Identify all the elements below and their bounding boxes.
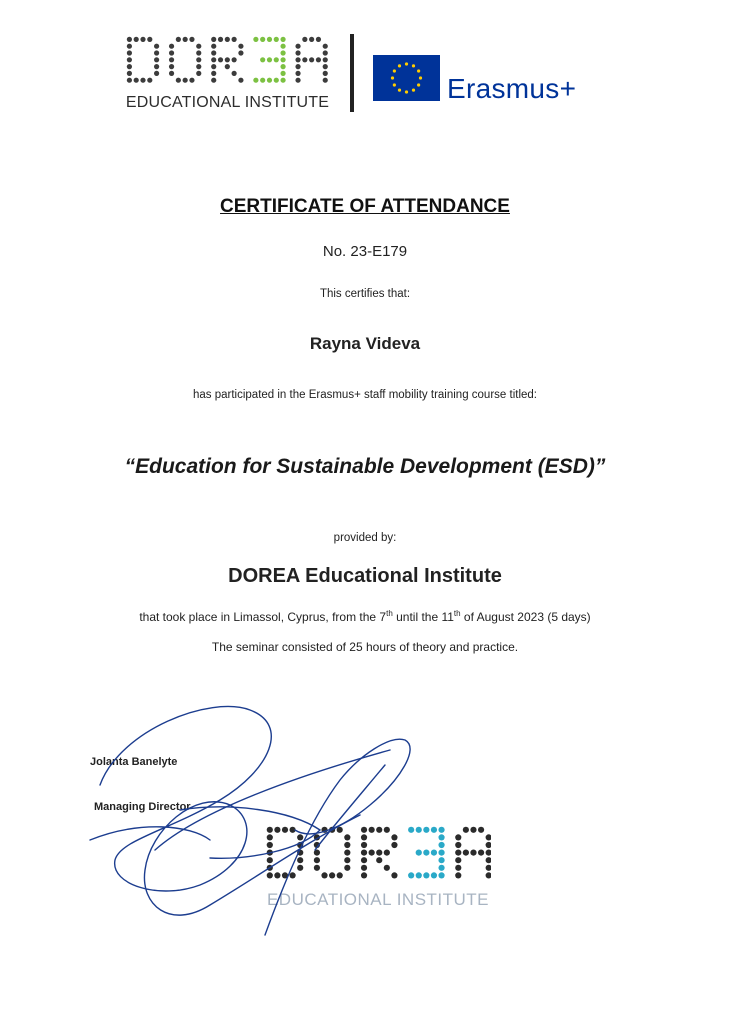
certifies-text: This certifies that: [319, 288, 411, 300]
logo-dot [323, 64, 328, 69]
logo-dot [295, 44, 300, 49]
logo-dot [323, 50, 328, 55]
logo-dot [232, 71, 237, 76]
provider-name: DOREA Educational Institute [228, 565, 502, 587]
logo-dot [169, 44, 174, 49]
logo-dot [274, 78, 279, 83]
logo-dot [127, 37, 132, 42]
course-title: “Education for Sustainable Development (ESD)” [124, 455, 606, 478]
logo-dot [260, 37, 265, 42]
logo-dot [280, 37, 285, 42]
seminar-hours: The seminar consisted of 25 hours of theory and practice. [211, 640, 519, 654]
logo-dot [232, 57, 237, 62]
logo-dot [323, 44, 328, 49]
logo-dot [211, 37, 216, 42]
logo-dot [260, 57, 265, 62]
eu-star [417, 83, 420, 86]
logo-dot [486, 834, 491, 840]
course-dates [0, 609, 730, 624]
logo-dot [176, 78, 181, 83]
logo-dot [253, 78, 258, 83]
logo-dot [486, 850, 491, 856]
logo-dot [196, 57, 201, 62]
logo-dot [267, 57, 272, 62]
eu-star [405, 62, 408, 65]
logo-dot [280, 44, 285, 49]
logo-dot [486, 842, 491, 848]
handwritten-signature [60, 690, 480, 940]
logo-dot [211, 78, 216, 83]
stamp-subtitle: EDUCATIONAL INSTITUTE [266, 890, 490, 909]
signatory-role: Managing Director [94, 801, 191, 813]
dorea-logo-subtitle: EDUCATIONAL INSTITUTE [125, 94, 330, 111]
logo-dot [127, 64, 132, 69]
logo-dot [196, 64, 201, 69]
logo-dot [225, 57, 230, 62]
logo-dot [147, 37, 152, 42]
logo-dot [225, 37, 230, 42]
logo-dot [127, 57, 132, 62]
logo-dot [309, 37, 314, 42]
logo-dot [189, 78, 194, 83]
eu-star [393, 69, 396, 72]
provided-by-label: provided by: [333, 532, 397, 544]
eu-star [419, 76, 422, 79]
logo-divider [350, 34, 354, 112]
recipient-name: Rayna Videva [309, 334, 421, 353]
logo-dot [169, 50, 174, 55]
eu-star [393, 83, 396, 86]
eu-star [412, 89, 415, 92]
logo-dot [280, 50, 285, 55]
logo-dot [154, 50, 159, 55]
eu-star [391, 76, 394, 79]
eu-star [417, 69, 420, 72]
dates-prefix: that took place in Limassol, Cyprus, from the 7 [139, 610, 387, 624]
logo-dot [295, 50, 300, 55]
eu-star [398, 89, 401, 92]
logo-dot [260, 78, 265, 83]
logo-dot [295, 57, 300, 62]
certificate-title: CERTIFICATE OF ATTENDANCE [220, 196, 510, 217]
logo-dot [211, 44, 216, 49]
logo-dot [147, 78, 152, 83]
logo-dot [183, 78, 188, 83]
logo-dot [211, 71, 216, 76]
logo-dot [196, 71, 201, 76]
logo-dot [218, 57, 223, 62]
logo-dot [140, 78, 145, 83]
logo-dot [309, 57, 314, 62]
logo-dot [486, 865, 491, 871]
eu-star [398, 64, 401, 67]
logo-dot [295, 64, 300, 69]
logo-dot [253, 37, 258, 42]
dates-suffix: of August 2023 (5 days) [460, 610, 591, 624]
signatory-name: Jolanta Banelyte [90, 756, 178, 768]
logo-dot [486, 857, 491, 863]
logo-dot [323, 57, 328, 62]
dorea-dot-matrix-wordmark [126, 36, 331, 88]
logo-dot [316, 37, 321, 42]
certificate-number: No. 23-E179 [322, 243, 408, 260]
logo-dot [127, 44, 132, 49]
eu-star [412, 64, 415, 67]
logo-dot [323, 78, 328, 83]
logo-dot [302, 57, 307, 62]
logo-dot [274, 37, 279, 42]
logo-dot [134, 78, 139, 83]
logo-dot [211, 64, 216, 69]
logo-dot [238, 44, 243, 49]
participation-text: has participated in the Erasmus+ staff mobility training course titled: [192, 389, 537, 401]
logo-dot [154, 57, 159, 62]
logo-dot [267, 37, 272, 42]
logo-dot [238, 78, 243, 83]
logo-dot [280, 64, 285, 69]
logo-dot [154, 64, 159, 69]
logo-dot [225, 64, 230, 69]
logo-dot [140, 37, 145, 42]
dates-middle: until the 11 [392, 610, 454, 624]
logo-dot [295, 78, 300, 83]
logo-dot [183, 37, 188, 42]
logo-dot [267, 78, 272, 83]
eu-flag-icon [373, 55, 440, 101]
logo-dot [280, 71, 285, 76]
logo-dot [280, 57, 285, 62]
dates-sup-start: th [386, 609, 393, 618]
logo-dot [211, 57, 216, 62]
logo-dot [169, 57, 174, 62]
logo-dot [280, 78, 285, 83]
logo-dot [486, 872, 491, 878]
logo-dot [302, 37, 307, 42]
eu-star [405, 90, 408, 93]
logo-dot [295, 71, 300, 76]
logo-dot [154, 44, 159, 49]
logo-dot [316, 57, 321, 62]
logo-dot [127, 71, 132, 76]
logo-dot [154, 71, 159, 76]
logo-dot [196, 44, 201, 49]
logo-dot [238, 50, 243, 55]
dates-sup-end: th [453, 609, 461, 618]
logo-dot [274, 57, 279, 62]
logo-dot [169, 64, 174, 69]
logo-dot [218, 37, 223, 42]
logo-dot [176, 37, 181, 42]
logo-dot [127, 78, 132, 83]
logo-dot [211, 50, 216, 55]
logo-dot [134, 37, 139, 42]
logo-dot [323, 71, 328, 76]
logo-dot [127, 50, 132, 55]
logo-dot [232, 37, 237, 42]
logo-dot [196, 50, 201, 55]
logo-dot [169, 71, 174, 76]
logo-dot [189, 37, 194, 42]
erasmus-plus-logo: Erasmus+ [447, 73, 577, 104]
dorea-logo [120, 36, 335, 116]
